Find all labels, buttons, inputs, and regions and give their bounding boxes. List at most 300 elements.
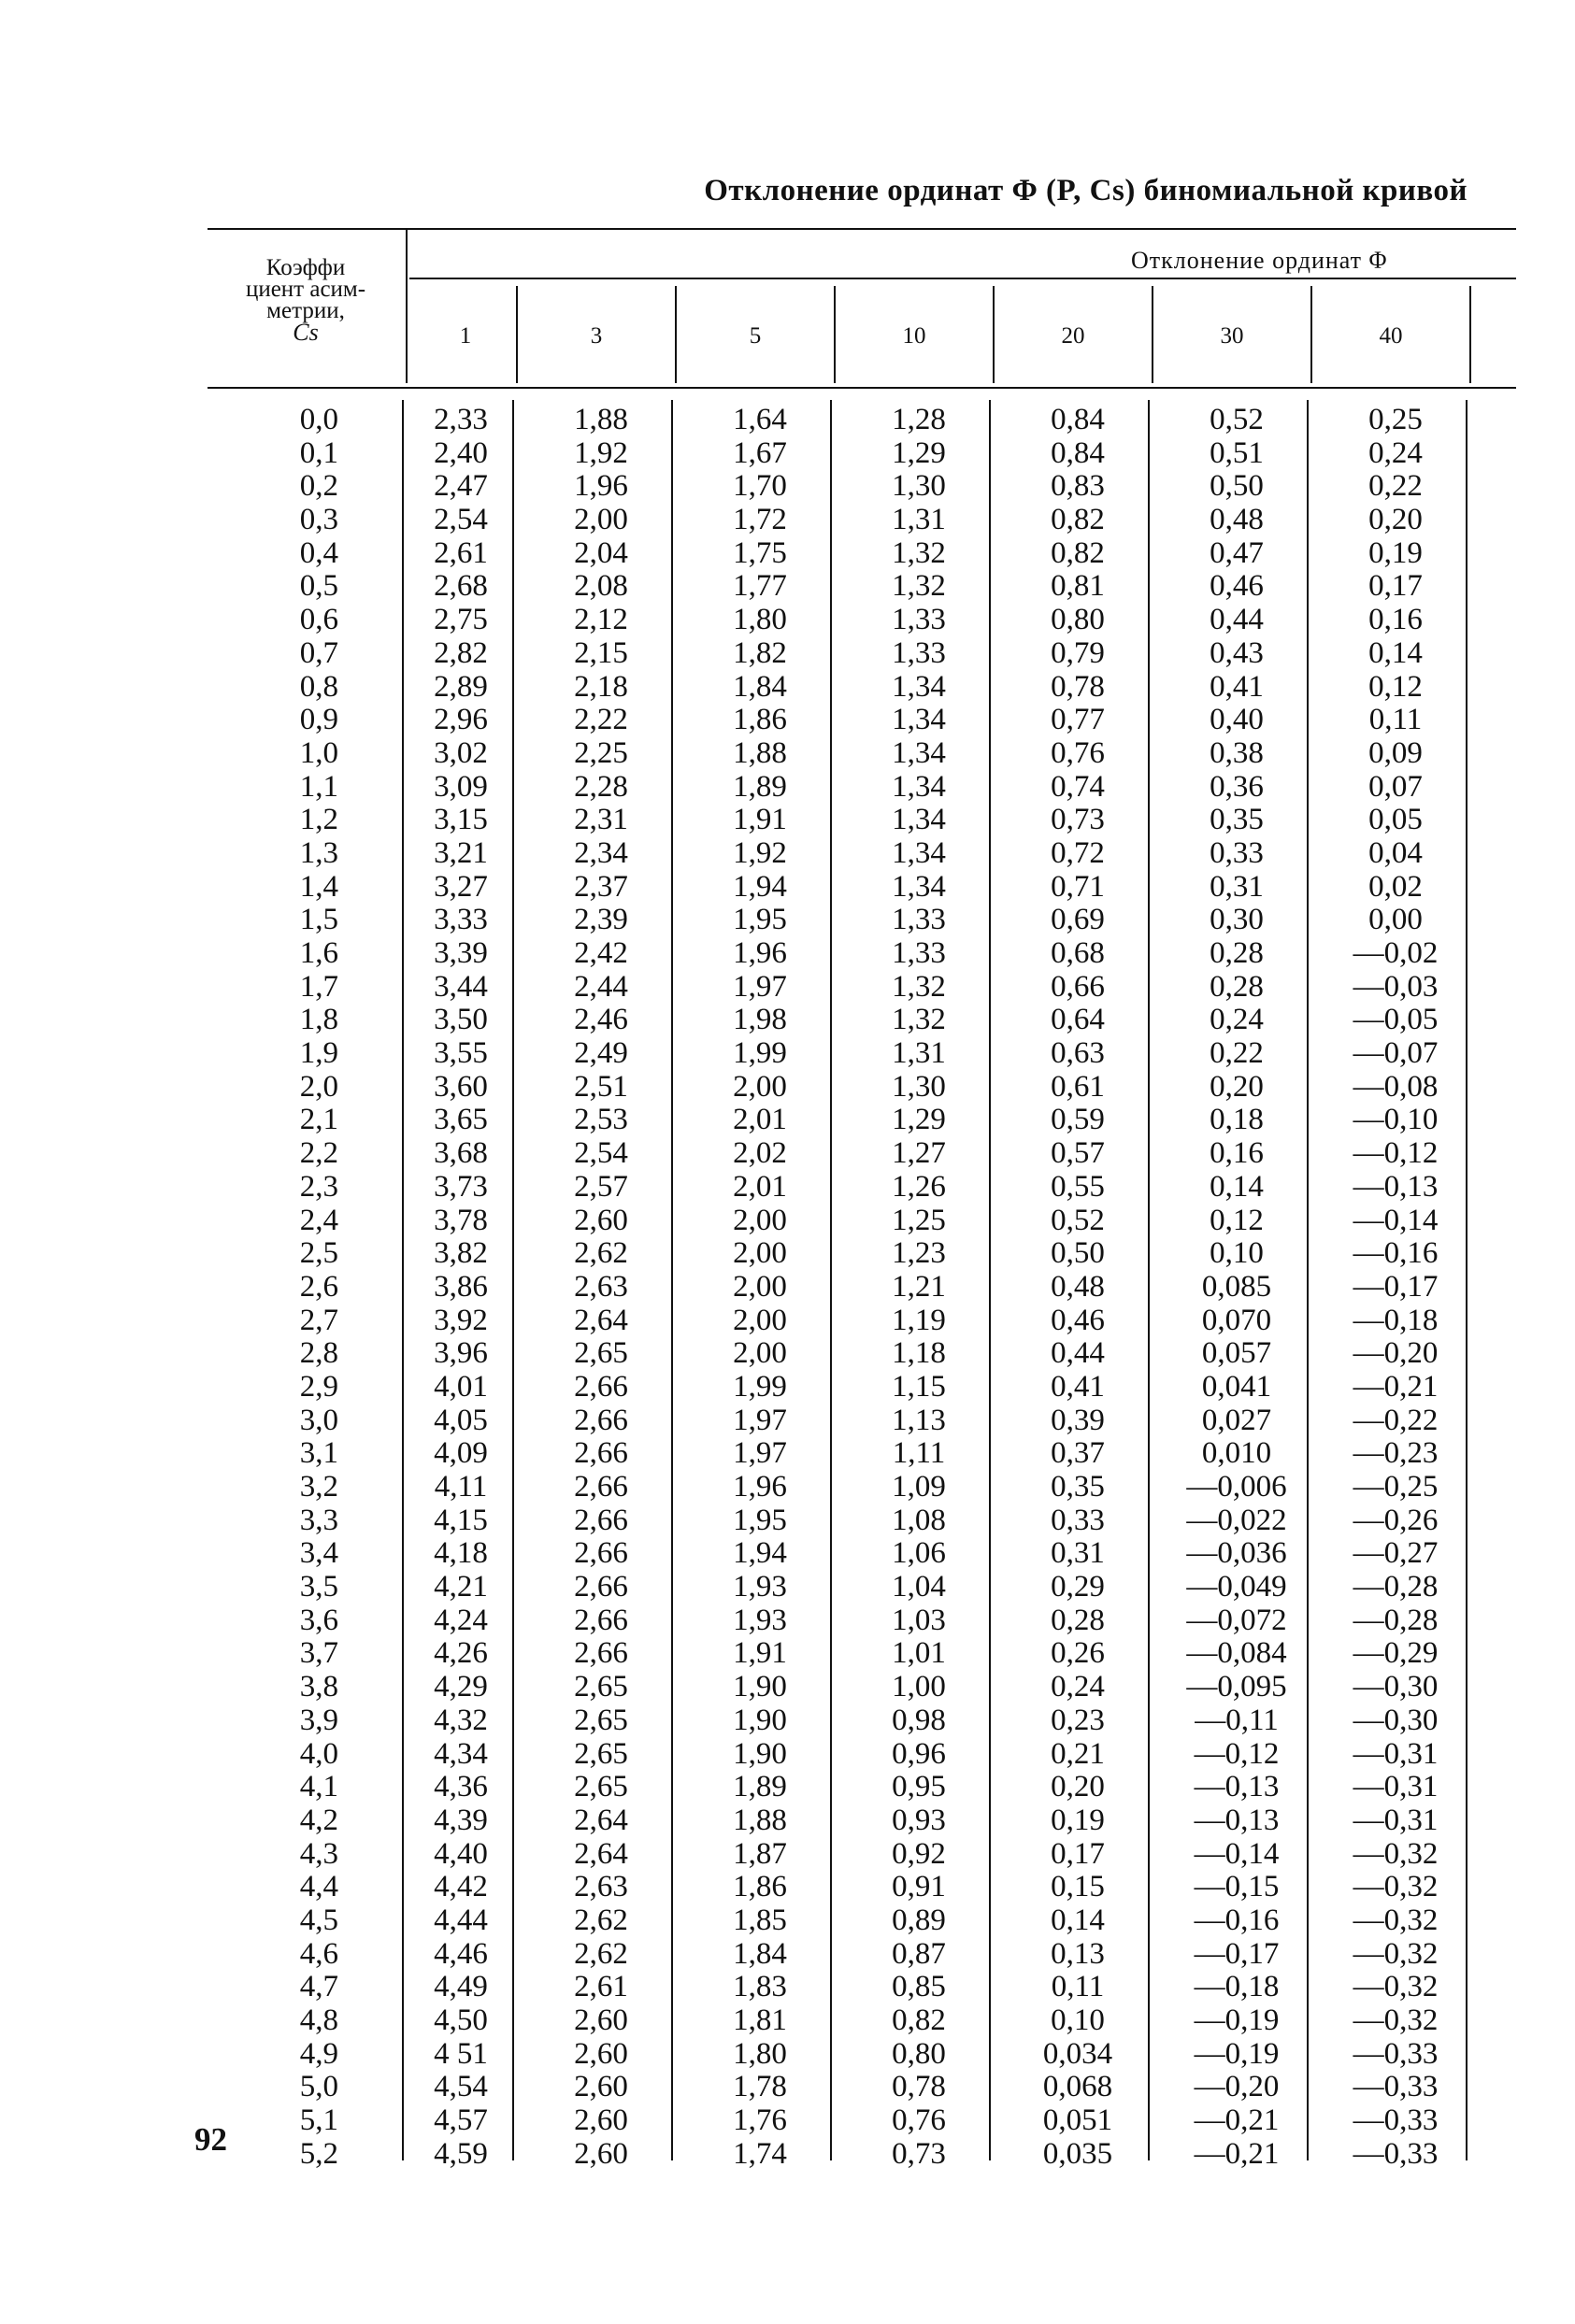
table-cell: 2,31 [574,803,628,837]
table-cell: —0,17 [1194,1936,1280,1971]
table-cell: 1,0 [299,735,338,770]
page-number: 92 [194,2121,227,2158]
table-cell: 4,29 [434,1670,488,1704]
table-cell: 0,051 [1042,2103,1113,2138]
table-cell: 2,54 [574,1136,628,1171]
vertical-rule-40 [1469,286,1471,383]
table-cell: 0,035 [1042,2136,1113,2171]
table-cell: 1,64 [733,403,787,436]
table-cell: 4,2 [299,1803,338,1837]
table-cell: 0,28 [1210,936,1264,970]
table-cell: 1,96 [574,469,628,504]
table-cell: 3,9 [299,1703,338,1737]
table-cell: 0,3 [299,503,338,537]
table-cell: 2,65 [574,1736,628,1771]
table-cell: 2,40 [434,435,488,470]
table-cell: 2,62 [574,1236,628,1271]
table-cell: 1,32 [892,535,946,570]
table-cell: —0,28 [1353,1603,1439,1637]
table-cell: 1,96 [733,1470,787,1504]
table-cell: 0,61 [1051,1069,1105,1104]
table-cell: 0,48 [1210,503,1264,537]
table-cell: 3,86 [434,1269,488,1304]
table-cell: 0,2 [299,469,338,504]
table-cell: 0,35 [1051,1470,1105,1504]
table-cell: 1,94 [733,869,787,904]
table-cell: 1,93 [733,1603,787,1637]
table-cell: —0,18 [1353,1303,1439,1337]
table-cell: 0,05 [1368,803,1423,837]
table-cell: 0,80 [892,2036,946,2071]
table-cell: 0,40 [1210,703,1264,737]
table-cell: 3,68 [434,1136,488,1171]
table-cell: 0,51 [1210,435,1264,470]
table-cell: 3,65 [434,1103,488,1137]
table-cell: —0,20 [1353,1336,1439,1371]
table-cell: 1,81 [733,2003,787,2037]
vertical-rule-30 [1310,286,1312,383]
table-cell: 2,5 [299,1236,338,1271]
table-cell: 1,80 [733,603,787,637]
table-cell: 2,3 [299,1169,338,1204]
table-cell: —0,16 [1194,1903,1280,1937]
table-cell: 1,99 [733,1036,787,1071]
table-cell: —0,32 [1353,1836,1439,1871]
table-cell: 0,37 [1051,1436,1105,1471]
table-cell: 1,90 [733,1703,787,1737]
table-cell: 0,9 [299,703,338,737]
table-cell: —0,25 [1353,1470,1439,1504]
table-cell: 1,19 [892,1303,946,1337]
table-cell: 1,86 [733,1870,787,1904]
table-cell: 0,73 [892,2136,946,2171]
table-cell: —0,049 [1186,1570,1287,1604]
table-cell: 2,28 [574,769,628,804]
body-rule-20 [1148,400,1150,2160]
table-cell: 2,65 [574,1703,628,1737]
table-cell: 3,6 [299,1603,338,1637]
table-cell: 0,69 [1051,903,1105,937]
table-cell: 2,54 [434,503,488,537]
table-cell: 2,60 [574,2036,628,2071]
table-cell: —0,14 [1194,1836,1280,1871]
table-cell: 3,02 [434,735,488,770]
table-cell: 4,05 [434,1403,488,1437]
table-cell: —0,18 [1194,1970,1280,2004]
table-cell: 2,0 [299,1069,338,1104]
table-cell: 0,83 [1051,469,1105,504]
table-cell: 0,43 [1210,635,1264,670]
table-cell: 4,0 [299,1736,338,1771]
table-cell: 1,75 [733,535,787,570]
table-cell: 0,78 [892,2070,946,2104]
table-cell: 2,02 [733,1136,787,1171]
table-cell: 2,2 [299,1136,338,1171]
table-cell: 0,10 [1210,1236,1264,1271]
table-cell: 3,3 [299,1503,338,1537]
table-cell: —0,13 [1194,1770,1280,1804]
table-cell: 4,24 [434,1603,488,1637]
body-rule-5 [830,400,832,2160]
table-cell: —0,23 [1353,1436,1439,1471]
table-cell: 0,20 [1368,503,1423,537]
table-cell: 1,34 [892,669,946,704]
table-cell: 4,32 [434,1703,488,1737]
table-cell: 2,01 [733,1169,787,1204]
table-cell: 1,26 [892,1169,946,1204]
table-cell: 2,8 [299,1336,338,1371]
table-cell: 0,30 [1210,903,1264,937]
table-cell: 3,21 [434,835,488,870]
table-cell: 0,31 [1210,869,1264,904]
table-cell: —0,12 [1194,1736,1280,1771]
table-cell: 2,82 [434,635,488,670]
table-cell: 2,12 [574,603,628,637]
table-cell: 0,35 [1210,803,1264,837]
table-cell: 0,034 [1042,2036,1113,2071]
table-cell: 0,19 [1051,1803,1105,1837]
table-cell: 0,80 [1051,603,1105,637]
table-cell: 1,91 [733,1636,787,1671]
table-cell: 0,57 [1051,1136,1105,1171]
table-cell: 2,53 [574,1103,628,1137]
table-cell: 2,66 [574,1403,628,1437]
table-cell: 0,07 [1368,769,1423,804]
table-cell: 4,5 [299,1903,338,1937]
table-cell: 4,54 [434,2070,488,2104]
table-cell: 0,14 [1051,1903,1105,1937]
table-cell: 2,61 [434,535,488,570]
table-cell: —0,33 [1353,2036,1439,2071]
table-cell: 1,92 [733,835,787,870]
table-cell: 2,66 [574,1570,628,1604]
table-cell: 1,34 [892,803,946,837]
table-cell: 0,25 [1368,403,1423,436]
table-cell: 1,84 [733,669,787,704]
table-cell: 1,23 [892,1236,946,1271]
table-cell: —0,21 [1353,1369,1439,1404]
table-cell: 1,21 [892,1269,946,1304]
table-cell: 4,21 [434,1570,488,1604]
table-cell: 2,62 [574,1903,628,1937]
table-cell: 1,97 [733,1403,787,1437]
table-cell: 2,00 [733,1336,787,1371]
column-header-10: 10 [902,323,926,349]
table-cell: 1,30 [892,1069,946,1104]
table-cell: 2,68 [434,569,488,604]
table-cell: 0,50 [1210,469,1264,504]
table-cell: 1,2 [299,803,338,837]
table-cell: 0,13 [1051,1936,1105,1971]
table-cell: 0,89 [892,1903,946,1937]
table-cell: 4,46 [434,1936,488,1971]
table-cell: 1,04 [892,1570,946,1604]
table-cell: 1,27 [892,1136,946,1171]
table-cell: 3,33 [434,903,488,937]
table-cell: 1,84 [733,1936,787,1971]
table-cell: 1,18 [892,1336,946,1371]
table-cell: 1,95 [733,1503,787,1537]
table-cell: 1,74 [733,2136,787,2171]
cs-header-symbol: Cs [293,319,319,346]
table-cell: —0,16 [1353,1236,1439,1271]
table-cell: 0,26 [1051,1636,1105,1671]
table-cell: 4,44 [434,1903,488,1937]
table-cell: 2,00 [733,1203,787,1237]
cs-column-header [208,255,404,346]
table-cell: 1,88 [733,735,787,770]
table-cell: 0,77 [1051,703,1105,737]
vertical-rule-3 [675,286,677,383]
group-header-label: Отклонение ординат Φ [1131,247,1388,274]
table-cell: 3,4 [299,1536,338,1571]
table-cell: 2,66 [574,1436,628,1471]
table-cell: 0,027 [1201,1403,1272,1437]
table-cell: 3,8 [299,1670,338,1704]
table-cell: 0,23 [1051,1703,1105,1737]
table-cell: 0,00 [1368,903,1423,937]
table-cell: 4,1 [299,1770,338,1804]
table-cell: 0,50 [1051,1236,1105,1271]
table-cell: 2,22 [574,703,628,737]
table-cell: 2,01 [733,1103,787,1137]
table-cell: 0,22 [1210,1036,1264,1071]
column-30-values [1167,404,1307,2171]
table-cell: 1,3 [299,835,338,870]
table-cell: —0,22 [1353,1403,1439,1437]
table-cell: 0,02 [1368,869,1423,904]
table-cell: 0,82 [1051,535,1105,570]
table-cell: 2,65 [574,1770,628,1804]
table-cell: 2,65 [574,1336,628,1371]
table-cell: 3,7 [299,1636,338,1671]
table-cell: 1,94 [733,1536,787,1571]
table-cell: —0,084 [1186,1636,1287,1671]
table-cell: 0,15 [1051,1870,1105,1904]
table-cell: —0,13 [1194,1803,1280,1837]
table-cell: 1,13 [892,1403,946,1437]
table-cell: —0,022 [1186,1503,1287,1537]
vertical-rule-cs [406,230,408,383]
table-cell: 0,84 [1051,403,1105,436]
column-1-values [391,404,531,2171]
table-cell: 0,20 [1051,1770,1105,1804]
table-cell: 2,49 [574,1036,628,1071]
column-header-1: 1 [459,323,472,349]
table-cell: 1,4 [299,869,338,904]
table-cell: 1,33 [892,635,946,670]
table-cell: 0,68 [1051,936,1105,970]
table-cell: 2,18 [574,669,628,704]
table-cell: 4,26 [434,1636,488,1671]
table-cell: 0,12 [1210,1203,1264,1237]
table-cell: —0,32 [1353,1936,1439,1971]
table-cell: 2,1 [299,1103,338,1137]
table-cell: 0,24 [1051,1670,1105,1704]
table-cell: 1,87 [733,1836,787,1871]
table-cell: 0,17 [1368,569,1423,604]
table-cell: —0,006 [1186,1470,1287,1504]
table-cell: 1,6 [299,936,338,970]
table-cell: 0,52 [1210,403,1264,436]
table-cell: 0,98 [892,1703,946,1737]
table-cell: 0,64 [1051,1003,1105,1037]
table-cell: 0,85 [892,1970,946,2004]
table-cell: 1,32 [892,569,946,604]
table-cell: 0,59 [1051,1103,1105,1137]
vertical-rule-20 [1152,286,1153,383]
header-bottom-rule [208,387,1516,389]
table-cell: 1,9 [299,1036,338,1071]
table-cell: 4,9 [299,2036,338,2071]
table-cell: 1,33 [892,903,946,937]
table-cell: 1,31 [892,503,946,537]
table-cell: 1,97 [733,969,787,1004]
table-cell: 2,39 [574,903,628,937]
table-cell: 0,068 [1042,2070,1113,2104]
table-cell: 2,57 [574,1169,628,1204]
table-cell: 0,36 [1210,769,1264,804]
table-cell: —0,30 [1353,1703,1439,1737]
table-cell: 2,65 [574,1670,628,1704]
table-cell: 2,25 [574,735,628,770]
table-cell: 0,41 [1210,669,1264,704]
table-cell: 1,34 [892,869,946,904]
vertical-rule-5 [834,286,836,383]
table-cell: —0,036 [1186,1536,1287,1571]
table-cell: 0,78 [1051,669,1105,704]
table-cell: 0,14 [1210,1169,1264,1204]
table-cell: 0,46 [1210,569,1264,604]
table-cell: 0,44 [1210,603,1264,637]
table-cell: 0,041 [1201,1369,1272,1404]
table-cell: 1,34 [892,769,946,804]
table-cell: 1,93 [733,1570,787,1604]
table-cell: 2,46 [574,1003,628,1037]
table-cell: —0,03 [1353,969,1439,1004]
table-cell: 0,18 [1210,1103,1264,1137]
table-cell: 0,76 [1051,735,1105,770]
table-cell: —0,21 [1194,2103,1280,2138]
table-cell: 0,63 [1051,1036,1105,1071]
table-cell: 1,5 [299,903,338,937]
table-cell: 1,29 [892,1103,946,1137]
table-cell: 0,24 [1210,1003,1264,1037]
table-cell: 2,4 [299,1203,338,1237]
table-cell: 1,89 [733,1770,787,1804]
table-cell: 0,48 [1051,1269,1105,1304]
table-cell: 2,00 [733,1236,787,1271]
table-cell: —0,31 [1353,1803,1439,1837]
table-cell: 2,08 [574,569,628,604]
table-cell: 0,16 [1210,1136,1264,1171]
column-header-20: 20 [1061,323,1085,349]
table-cell: 0,73 [1051,803,1105,837]
table-cell: —0,08 [1353,1069,1439,1104]
table-cell: 2,37 [574,869,628,904]
table-cell: 1,32 [892,1003,946,1037]
table-cell: 3,82 [434,1236,488,1271]
table-cell: 0,29 [1051,1570,1105,1604]
table-cell: 2,33 [434,403,488,436]
table-cell: 3,50 [434,1003,488,1037]
table-cell: 4,7 [299,1970,338,2004]
table-cell: —0,10 [1353,1103,1439,1137]
table-cell: 1,85 [733,1903,787,1937]
column-header-40: 40 [1379,323,1403,349]
table-cell: 2,6 [299,1269,338,1304]
table-cell: —0,11 [1195,1703,1279,1737]
table-cell: 1,25 [892,1203,946,1237]
table-cell: 0,39 [1051,1403,1105,1437]
table-cell: 4,18 [434,1536,488,1571]
table-cell: 2,64 [574,1303,628,1337]
table-cell: 0,1 [299,435,338,470]
table-cell: —0,19 [1194,2003,1280,2037]
table-cell: 5,2 [299,2136,338,2171]
cs-header-line3: метрии, [266,298,345,323]
table-cell: 0,11 [1368,703,1423,737]
column-header-5: 5 [749,323,762,349]
table-cell: 0,070 [1201,1303,1272,1337]
table-cell: 1,80 [733,2036,787,2071]
table-cell: 1,34 [892,735,946,770]
table-cell: 1,31 [892,1036,946,1071]
table-cell: 0,91 [892,1870,946,1904]
table-cell: 0,20 [1210,1069,1264,1104]
table-cell: 0,31 [1051,1536,1105,1571]
table-cell: 4,40 [434,1836,488,1871]
column-header-30: 30 [1220,323,1244,349]
table-cell: 4,39 [434,1803,488,1837]
table-cell: 0,28 [1210,969,1264,1004]
table-cell: 1,01 [892,1636,946,1671]
table-cell: 2,00 [733,1303,787,1337]
table-cell: 4,11 [434,1470,488,1504]
table-cell: 3,15 [434,803,488,837]
table-cell: 0,7 [299,635,338,670]
table-cell: 0,55 [1051,1169,1105,1204]
table-cell: 0,38 [1210,735,1264,770]
table-cell: 0,82 [892,2003,946,2037]
table-cell: 2,66 [574,1503,628,1537]
table-cell: —0,32 [1353,1870,1439,1904]
table-cell: 3,78 [434,1203,488,1237]
table-cell: 4,49 [434,1970,488,2004]
table-cell: 3,1 [299,1436,338,1471]
table-cell: 1,88 [574,403,628,436]
table-cell: 0,72 [1051,835,1105,870]
table-cell: 4 51 [434,2036,488,2071]
cs-column [217,404,338,2171]
table-cell: 2,7 [299,1303,338,1337]
table-cell: —0,30 [1353,1670,1439,1704]
table-cell: 0,46 [1051,1303,1105,1337]
table-cell: 0,12 [1368,669,1423,704]
table-cell: 1,7 [299,969,338,1004]
table-cell: 3,73 [434,1169,488,1204]
table-cell: 0,66 [1051,969,1105,1004]
cs-header-line1: Коэффи [265,255,346,280]
table-cell: 3,27 [434,869,488,904]
table-cell: —0,31 [1353,1770,1439,1804]
table-cell: 1,15 [892,1369,946,1404]
body-rule-40 [1466,400,1468,2160]
table-cell: 2,60 [574,2136,628,2171]
table-cell: 1,95 [733,903,787,937]
table-cell: 0,14 [1368,635,1423,670]
table-cell: 0,52 [1051,1203,1105,1237]
